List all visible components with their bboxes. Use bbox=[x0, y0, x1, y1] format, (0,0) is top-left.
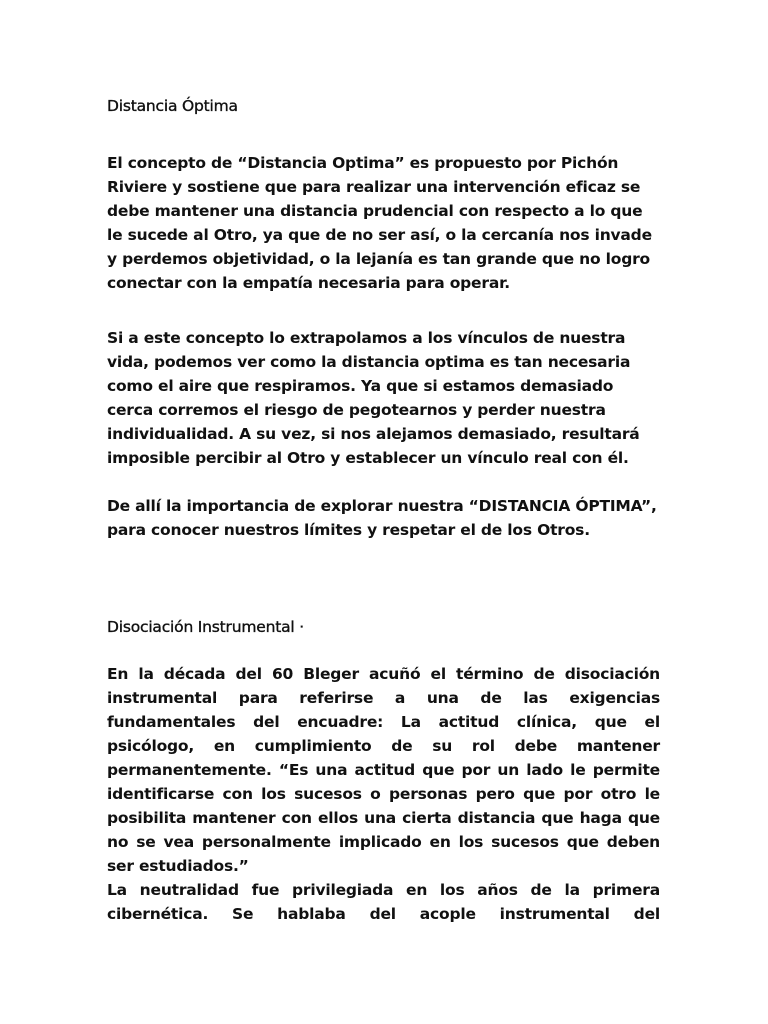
section-title-disociacion-instrumental: Disociación Instrumental · bbox=[107, 618, 304, 636]
paragraph-bleger-disociacion: En la década del 60 Bleger acuñó el término de disociación instrumental para referirse a una de las exigencias fundamentales del encuadre: La actitud clínica, que el psicólogo, en cumplimiento de su rol debe mantener permanentemente. “Es una actitud que por un lado le permite identificarse con los sucesos o personas pero que por otro le posibilita mantener con ellos una cierta distancia que haga que no se vea personalmente implicado en los sucesos que deben ser estudiados.” bbox=[107, 665, 660, 875]
paragraph-neutralidad-cibernetica: La neutralidad fue privilegiada en los años de la primera cibernética. Se hablaba del acople instrumental del bbox=[107, 881, 660, 923]
paragraph-importancia-distancia: De allí la importancia de explorar nuestra “DISTANCIA ÓPTIMA”, para conocer nuestros límites y respetar el de los Otros. bbox=[107, 497, 657, 539]
section-title-distancia-optima: Distancia Óptima bbox=[107, 97, 238, 115]
paragraph-extrapolacion-vinculos: Si a este concepto lo extrapolamos a los vínculos de nuestra vida, podemos ver como la distancia optima es tan necesaria como el aire que respiramos. Ya que si estamos demasiado cerca corremos el riesgo de pegotearnos y perder nuestra individualidad. A su vez, si nos alejamos demasiado, resultará imposible percibir al Otro y establecer un vínculo real con él. bbox=[107, 329, 640, 467]
paragraph-concepto-distancia-optima: El concepto de “Distancia Optima” es propuesto por Pichón Riviere y sostiene que para realizar una intervención eficaz se debe mantener una distancia prudencial con respecto a lo que le sucede al Otro, ya que de no ser así, o la cercanía nos invade y perdemos objetividad, o la lejanía es tan grande que no logro conectar con la empatía necesaria para operar. bbox=[107, 154, 652, 292]
